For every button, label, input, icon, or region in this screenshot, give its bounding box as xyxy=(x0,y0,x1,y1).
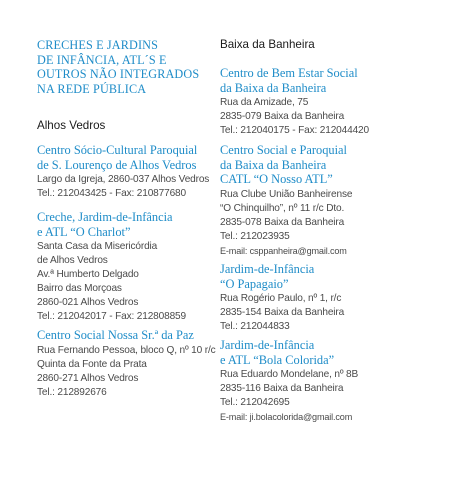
address-line: de Alhos Vedros xyxy=(37,255,108,267)
entry-name xyxy=(220,66,369,95)
address-line: 2860-271 Alhos Vedros xyxy=(37,372,139,384)
entry-name xyxy=(220,262,344,291)
entry-name-line: Centro de Bem Estar Social xyxy=(220,66,358,80)
entry-name-line: da Baixa da Banheira xyxy=(220,157,327,172)
entry-name-line: Jardim-de-Infância xyxy=(220,338,315,352)
address-line: Av.ª Humberto Delgado xyxy=(37,269,139,281)
entry-details xyxy=(37,344,216,400)
entry-name-line: Centro Sócio-Cultural Paroquial xyxy=(37,143,198,157)
entry-centro-socio-cultural xyxy=(37,143,209,201)
entry-name-line: Jardim-de-Infância xyxy=(220,262,315,276)
phone-line: Tel.: 212042695 xyxy=(220,397,290,409)
entry-details xyxy=(220,292,344,334)
entry-name xyxy=(37,143,209,172)
entry-details xyxy=(220,368,358,424)
entry-name-line: Centro Social Nossa Sr.ª da Paz xyxy=(37,328,194,342)
entry-details xyxy=(220,96,369,138)
entry-nossa-sra-da-paz xyxy=(37,328,216,400)
phone-line: Tel.: 212042017 - Fax: 212808859 xyxy=(37,311,186,323)
entry-name xyxy=(220,143,352,187)
place-heading-baixa-da-banheira: Baixa da Banheira xyxy=(220,38,315,51)
address-line: Rua da Amizade, 75 xyxy=(220,97,309,109)
address-line: Bairro das Morçoas xyxy=(37,283,122,295)
entry-name-line: de S. Lourenço de Alhos Vedros xyxy=(37,157,197,172)
entry-name-line: Centro Social e Paroquial xyxy=(220,143,347,157)
phone-line: Tel.: 212044833 xyxy=(220,321,290,333)
entry-details xyxy=(220,188,352,258)
email-line: E-mail: ji.bolacolorida@gmail.com xyxy=(220,412,353,423)
entry-o-nosso-atl xyxy=(220,143,352,258)
entry-name-line: e ATL “O Charlot” xyxy=(37,224,131,239)
email-line: E-mail: csppanheira@gmail.com xyxy=(220,245,347,256)
entry-name-line: CATL “O Nosso ATL” xyxy=(220,172,333,187)
address-line: Quinta da Fonte da Prata xyxy=(37,358,147,370)
entry-name-line: da Baixa da Banheira xyxy=(220,80,327,95)
entry-name-line: “O Papagaio” xyxy=(220,276,289,291)
address-line: 2835-116 Baixa da Banheira xyxy=(220,383,344,395)
entry-details xyxy=(37,240,186,324)
heading-line: NA REDE PÚBLICA xyxy=(37,81,147,96)
section-heading xyxy=(37,38,199,96)
heading-line: DE INFÂNCIA, ATL´S E xyxy=(37,52,167,67)
address-line: Rua Eduardo Mondelane, nº 8B xyxy=(220,369,359,381)
address-line: Rua Rogério Paulo, nº 1, r/c xyxy=(220,293,342,305)
entry-centro-bem-estar-social xyxy=(220,66,369,138)
entry-name-line: Creche, Jardim-de-Infância xyxy=(37,210,173,224)
phone-line: Tel.: 212892676 xyxy=(37,386,107,398)
address-line: Santa Casa da Misericórdia xyxy=(37,241,158,253)
address-line: Rua Clube União Banheirense xyxy=(220,188,353,200)
entry-bola-colorida xyxy=(220,338,358,424)
phone-line: Tel.: 212023935 xyxy=(220,230,290,242)
heading-line: CRECHES E JARDINS xyxy=(37,38,159,52)
address-line: Rua Fernando Pessoa, bloco Q, nº 10 r/c xyxy=(37,344,216,356)
address-line: “O Chinquilho”, nº 11 r/c Dto. xyxy=(220,202,345,214)
place-heading-alhos-vedros: Alhos Vedros xyxy=(37,119,106,132)
entry-o-papagaio xyxy=(220,262,344,334)
heading-line: OUTROS NÃO INTEGRADOS xyxy=(37,67,200,82)
entry-name-line: e ATL “Bola Colorida” xyxy=(220,352,335,367)
address-line: 2835-154 Baixa da Banheira xyxy=(220,307,345,319)
address-line: 2835-078 Baixa da Banheira xyxy=(220,216,345,228)
address-line: 2835-079 Baixa da Banheira xyxy=(220,111,345,123)
entry-name xyxy=(37,328,216,343)
entry-o-charlot xyxy=(37,210,186,324)
address-line: 2860-021 Alhos Vedros xyxy=(37,297,139,309)
entry-details xyxy=(37,173,209,201)
entry-name xyxy=(37,210,186,239)
address-line: Largo da Igreja, 2860-037 Alhos Vedros xyxy=(37,174,210,186)
entry-name xyxy=(220,338,358,367)
phone-line: Tel.: 212043425 - Fax: 210877680 xyxy=(37,188,186,200)
phone-line: Tel.: 212040175 - Fax: 212044420 xyxy=(220,125,369,137)
